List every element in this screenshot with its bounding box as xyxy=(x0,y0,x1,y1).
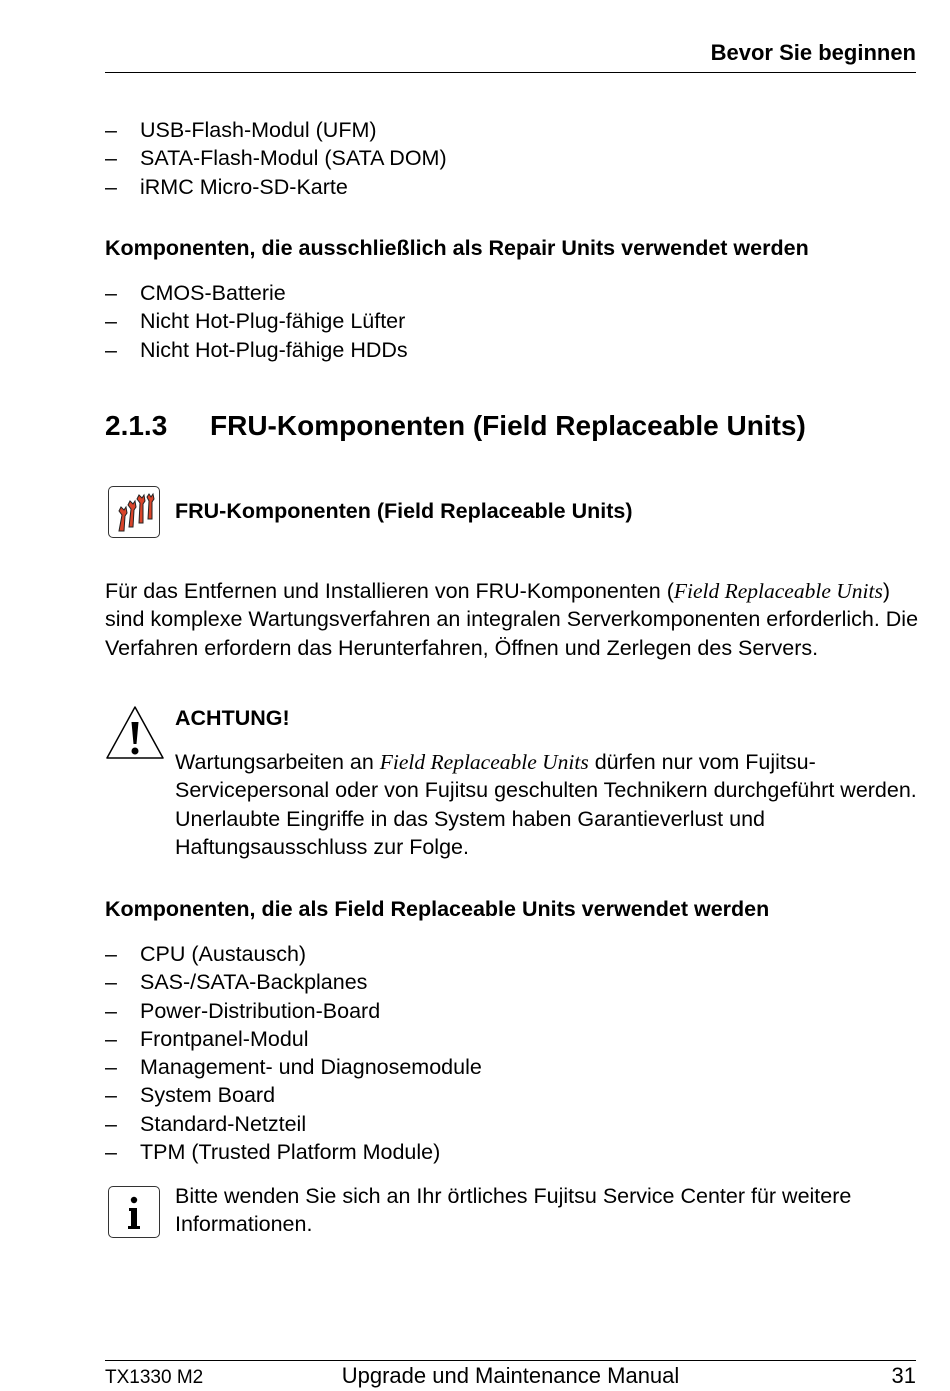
intro-paragraph: Für das Entfernen und Installieren von FRU-Komponenten (Field Replaceable Units) sind komplexe Wartungsverfahren an integralen Serverkomponenten erforderlich. Die Verfahren erfordern das Herunterfahren, Öffnen und Zerlegen des Servers. xyxy=(105,579,919,660)
info-icon xyxy=(108,1186,160,1238)
fru-units-list xyxy=(105,940,482,1166)
section-title: FRU-Komponenten (Field Replaceable Units) xyxy=(210,410,806,441)
footer-rule xyxy=(105,1360,916,1361)
footer-manual-title: Upgrade und Maintenance Manual xyxy=(341,1363,680,1388)
top-list xyxy=(105,116,447,201)
list-item: – SAS-/SATA-Backplanes xyxy=(105,970,368,995)
list-item: – USB-Flash-Modul (UFM) xyxy=(105,118,377,142)
repair-units-list xyxy=(105,279,408,364)
warning-text: Wartungsarbeiten an Field Replaceable Units dürfen nur vom Fujitsu-Servicepersonal oder von Fujitsu geschulten Technikern durchgeführt werden. Unerlaubte Eingriffe in das System haben Garantieverlust und Haftungsausschluss zur Folge. xyxy=(175,750,917,859)
fru-note-label: FRU-Komponenten (Field Replaceable Units) xyxy=(175,499,633,523)
list-item: – Power-Distribution-Board xyxy=(105,998,381,1023)
running-header: Bevor Sie beginnen xyxy=(710,40,916,65)
warning-title: ACHTUNG! xyxy=(175,706,290,730)
list-item: – Management- und Diagnosemodule xyxy=(105,1055,482,1080)
list-item: – CPU (Austausch) xyxy=(105,942,307,966)
fru-units-heading: Komponenten, die als Field Replaceable Units verwendet werden xyxy=(105,897,770,921)
list-item: – TPM (Trusted Platform Module) xyxy=(105,1140,441,1165)
header-rule xyxy=(105,72,916,73)
list-item: – SATA-Flash-Modul (SATA DOM) xyxy=(105,146,447,171)
section-number: 2.1.3 xyxy=(105,410,168,441)
repair-units-heading: Komponenten, die ausschließlich als Repair Units verwendet werden xyxy=(105,236,809,260)
list-item: – Nicht Hot-Plug-fähige Lüfter xyxy=(105,309,406,334)
list-item: – Nicht Hot-Plug-fähige HDDs xyxy=(105,337,408,362)
list-item: – Frontpanel-Modul xyxy=(105,1026,309,1051)
footer-model: TX1330 M2 xyxy=(105,1367,204,1388)
page-number: 31 xyxy=(891,1363,916,1388)
tools-icon xyxy=(108,486,160,538)
list-item: – System Board xyxy=(105,1083,276,1108)
list-item: – Standard-Netzteil xyxy=(105,1111,307,1136)
info-text: Bitte wenden Sie sich an Ihr örtliches Fujitsu Service Center für weitere Informationen. xyxy=(175,1184,852,1237)
warning-triangle-icon xyxy=(104,704,166,762)
list-item: – iRMC Micro-SD-Karte xyxy=(105,174,348,199)
list-item: – CMOS-Batterie xyxy=(105,281,286,305)
